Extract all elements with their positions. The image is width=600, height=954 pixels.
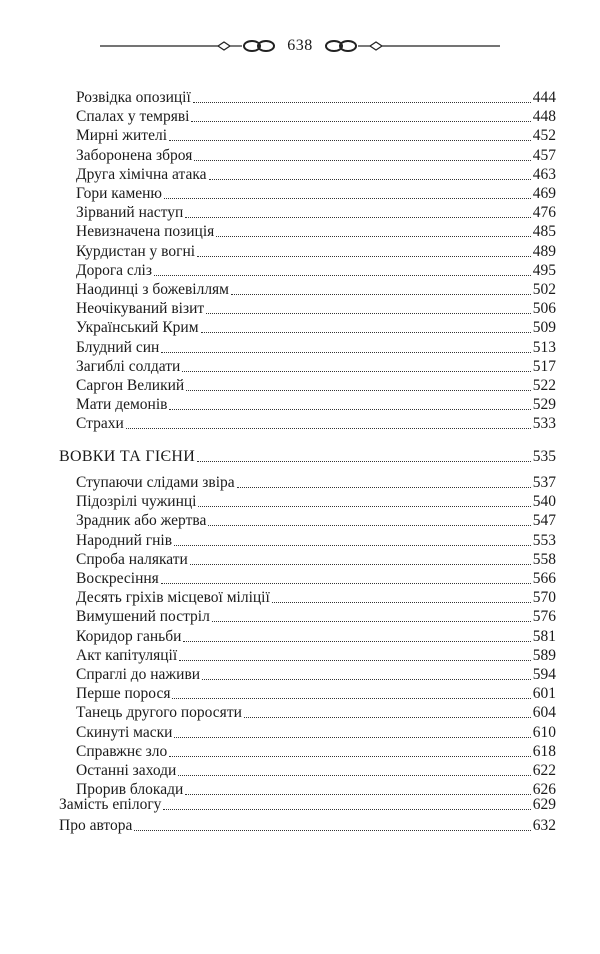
dot-leader <box>182 370 530 372</box>
dot-leader <box>244 716 531 718</box>
toc-entry-page: 610 <box>532 723 556 741</box>
toc-entry-title: Вимушений постріл <box>76 608 210 626</box>
toc-entry-title: Воскресіння <box>76 570 159 587</box>
toc-entry <box>76 627 556 646</box>
dot-leader <box>231 293 531 295</box>
toc-entry-page: 495 <box>532 261 556 279</box>
toc-entry <box>76 318 556 337</box>
toc-entry-title: Акт капітуляції <box>76 646 178 664</box>
dot-leader <box>197 255 531 257</box>
dot-leader <box>194 159 530 161</box>
toc-entry-page: 604 <box>532 704 556 722</box>
toc-entry-page: 489 <box>532 242 556 260</box>
dot-leader <box>161 582 531 584</box>
toc-entry <box>76 473 556 492</box>
toc-entry-page: 509 <box>532 319 556 337</box>
dot-leader <box>201 331 531 333</box>
toc-entry <box>76 338 556 357</box>
toc-entry <box>59 795 556 814</box>
dot-leader <box>179 659 531 661</box>
toc-entry-page: 540 <box>532 493 556 511</box>
toc-entry-page: 533 <box>532 415 556 433</box>
toc-entry <box>76 203 556 222</box>
toc-entry-page: 570 <box>532 589 556 607</box>
toc-entry-page: 618 <box>532 742 556 760</box>
dot-leader <box>134 829 530 831</box>
toc-entry-title: Коридор ганьби <box>76 627 182 645</box>
toc-entry-page: 506 <box>532 300 556 318</box>
dot-leader <box>169 755 530 757</box>
dot-leader <box>178 774 530 776</box>
toc-entry <box>76 107 556 126</box>
toc-entry-page: 589 <box>532 646 556 664</box>
dot-leader <box>191 120 530 122</box>
toc-entry-page: 576 <box>532 608 556 626</box>
dot-leader <box>183 640 530 642</box>
toc-entry <box>76 684 556 703</box>
toc-entry-title: Мирні жителі <box>76 127 168 145</box>
toc-entry-title: Спроба налякати <box>76 550 188 568</box>
toc-entry-page: 513 <box>532 338 556 356</box>
toc-entry-title: Справжнє зло <box>76 742 168 760</box>
toc-entry-page: 522 <box>532 377 556 394</box>
toc-entry-page: 622 <box>532 762 556 779</box>
toc-entry <box>76 761 556 780</box>
dot-leader <box>169 408 530 410</box>
toc-entry-title: Розвідка опозиції <box>76 89 191 106</box>
toc-entry <box>76 665 556 684</box>
toc-entry-title: Невизначена позиція <box>76 223 215 241</box>
toc-entry <box>76 184 556 203</box>
toc-entry <box>76 357 556 376</box>
dot-leader <box>174 736 530 738</box>
toc-entry-page: 629 <box>532 796 556 813</box>
toc-entry-page: 581 <box>532 627 556 645</box>
dot-leader <box>216 235 530 237</box>
toc-entry <box>76 607 556 626</box>
toc-entry-page: 502 <box>532 281 556 298</box>
dot-leader <box>212 620 531 622</box>
toc-entry-page: 626 <box>532 781 556 799</box>
toc-entry <box>76 165 556 184</box>
dot-leader <box>198 505 530 507</box>
toc-entry <box>76 299 556 318</box>
toc-entry-title: Останні заходи <box>76 762 177 779</box>
dot-leader <box>272 601 531 603</box>
toc-entry-title: Зірваний наступ <box>76 204 184 222</box>
dot-leader <box>169 139 531 141</box>
toc-entry-title: Спраглі до наживи <box>76 666 201 683</box>
toc-entry-title: Саргон Великий <box>76 377 185 394</box>
dot-leader <box>174 544 531 546</box>
toc-entry-page: 594 <box>532 666 556 683</box>
toc-entry-title: Гори каменю <box>76 185 163 202</box>
toc-entry-title: ВОВКИ ТА ГІЄНИ <box>59 448 196 465</box>
toc-entry-title: Про автора <box>59 817 133 834</box>
toc-entry-title: Неочікуваний візит <box>76 300 205 318</box>
dot-leader <box>193 101 531 103</box>
toc-entry-title: Прорив блокади <box>76 781 184 799</box>
toc-entry <box>76 569 556 588</box>
toc-entry-title: Страхи <box>76 415 124 433</box>
toc-entry-page: 553 <box>532 531 556 549</box>
page-header <box>100 30 500 66</box>
toc-entry <box>76 742 556 761</box>
toc-entry-page: 469 <box>532 185 556 202</box>
toc-entry <box>76 395 556 414</box>
toc-entry-title: Зрадник або жертва <box>76 512 207 530</box>
toc-entry-title: Друга хімічна атака <box>76 165 207 183</box>
toc-entry <box>76 703 556 722</box>
toc-entry <box>76 146 556 165</box>
toc-entry-title: Народний гнів <box>76 531 173 549</box>
toc-entry-page: 485 <box>532 223 556 241</box>
toc-entry-page: 444 <box>532 89 556 106</box>
toc-entry-page: 476 <box>532 204 556 222</box>
toc-section-heading <box>59 447 556 466</box>
dot-leader <box>206 312 531 314</box>
toc-entry-title: Скинуті маски <box>76 723 173 741</box>
dot-leader <box>197 460 531 462</box>
toc-entry <box>76 261 556 280</box>
toc-entry-page: 448 <box>532 108 556 126</box>
dot-leader <box>209 178 531 180</box>
toc-entry <box>76 222 556 241</box>
toc-entry <box>76 723 556 742</box>
toc-entry-title: Наодинці з божевіллям <box>76 281 229 298</box>
dot-leader <box>126 427 531 429</box>
toc-entry <box>76 646 556 665</box>
toc-entry <box>76 588 556 607</box>
toc-entry-title: Підозрілі чужинці <box>76 493 197 511</box>
toc-entry <box>76 376 556 395</box>
toc-entry-page: 457 <box>532 146 556 164</box>
toc-entry-page: 529 <box>532 396 556 414</box>
toc-entry-title: Курдистан у вогні <box>76 242 196 260</box>
toc-entry-title: Десять гріхів місцевої міліції <box>76 589 270 607</box>
toc-entry <box>76 511 556 530</box>
dot-leader <box>237 486 531 488</box>
toc-entry-page: 558 <box>532 550 556 568</box>
dot-leader <box>185 216 531 218</box>
toc-entry-title: Загиблі солдати <box>76 357 181 375</box>
toc-entry-page: 517 <box>532 357 556 375</box>
toc-entry <box>76 126 556 145</box>
toc-entry-page: 547 <box>532 512 556 530</box>
page-number: 638 <box>287 37 313 54</box>
dot-leader <box>208 524 530 526</box>
toc-entry-title: Блудний син <box>76 338 160 356</box>
toc-entry <box>76 242 556 261</box>
toc-entry-page: 632 <box>532 817 556 834</box>
toc-entry <box>76 414 556 433</box>
dot-leader <box>172 697 530 699</box>
toc-entry-title: Спалах у темряві <box>76 108 190 126</box>
toc-entry-page: 566 <box>532 570 556 587</box>
toc-entry-page: 537 <box>532 474 556 491</box>
dot-leader <box>161 351 530 353</box>
toc-entry <box>76 492 556 511</box>
toc-entry-title: Український Крим <box>76 319 199 337</box>
dot-leader <box>164 197 531 199</box>
dot-leader <box>163 808 530 810</box>
dot-leader <box>190 563 531 565</box>
toc-entry <box>76 531 556 550</box>
toc-entry-title: Танець другого поросяти <box>76 704 242 722</box>
toc-entry-title: Заборонена зброя <box>76 146 193 164</box>
toc-entry <box>76 550 556 569</box>
toc-entry <box>76 88 556 107</box>
toc-entry <box>76 280 556 299</box>
dot-leader <box>154 274 531 276</box>
toc-entry <box>59 816 556 835</box>
toc-entry-title: Дорога сліз <box>76 261 152 279</box>
toc-entry-page: 452 <box>532 127 556 145</box>
toc-entry-title: Мати демонів <box>76 396 168 414</box>
toc-entry-title: Перше порося <box>76 685 171 703</box>
dot-leader <box>202 678 531 680</box>
toc-entry-title: Ступаючи слідами звіра <box>76 474 235 491</box>
toc-entry-title: Замість епілогу <box>59 796 162 813</box>
toc-entry-page: 463 <box>532 165 556 183</box>
toc-entry-page: 535 <box>532 448 556 465</box>
toc-entry-page: 601 <box>532 685 556 703</box>
dot-leader <box>186 389 531 391</box>
